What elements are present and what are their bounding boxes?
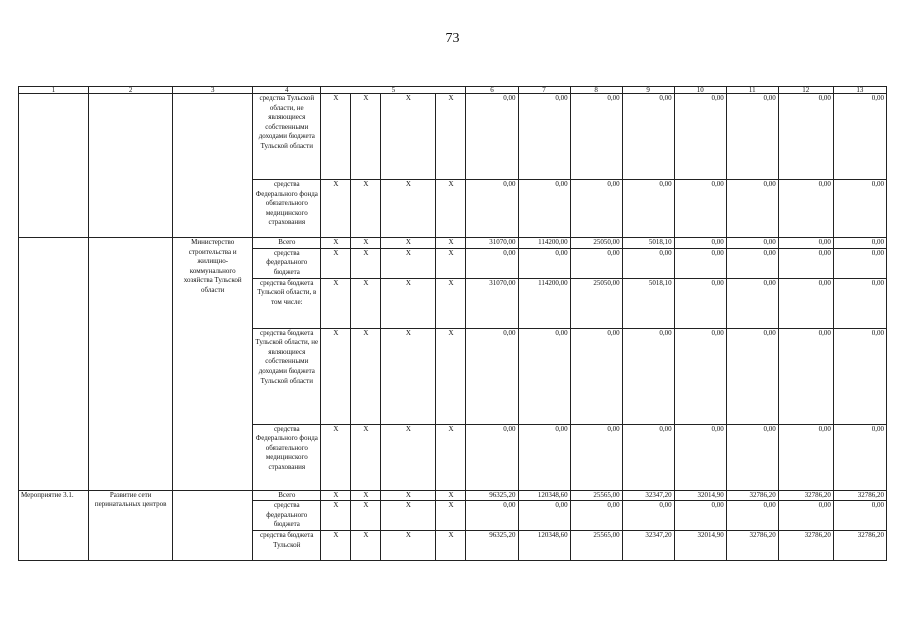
x-mark-cell: X [381, 531, 436, 561]
value-cell: 0,00 [726, 238, 778, 249]
header-cell: 4 [253, 87, 321, 94]
organization-cell: Министерство строительства и жилищно-коммунального хозяйства Тульской области [173, 238, 253, 491]
x-mark-cell: X [381, 248, 436, 278]
value-cell: 0,00 [518, 94, 570, 180]
funding-source-cell: средства Тульской области, не являющиеся собственными доходами бюджета Тульской области [253, 94, 321, 180]
value-cell: 0,00 [570, 248, 622, 278]
value-cell: 0,00 [833, 248, 886, 278]
table-row [19, 238, 887, 249]
value-cell: 0,00 [726, 501, 778, 531]
x-mark-cell: X [436, 531, 466, 561]
funding-source-cell: средства Федерального фонда обязательного медицинского страхования [253, 424, 321, 490]
value-cell: 0,00 [778, 424, 833, 490]
value-cell: 0,00 [518, 180, 570, 238]
value-cell: 0,00 [778, 180, 833, 238]
x-mark-cell: X [351, 328, 381, 424]
value-cell: 0,00 [466, 180, 518, 238]
x-mark-cell: X [436, 180, 466, 238]
header-cell: 9 [622, 87, 674, 94]
value-cell: 0,00 [570, 180, 622, 238]
funding-source-cell: средства федерального бюджета [253, 248, 321, 278]
value-cell: 0,00 [833, 501, 886, 531]
x-mark-cell: X [381, 424, 436, 490]
table-row [19, 490, 887, 501]
funding-source-cell: средства бюджета Тульской области, в том числе: [253, 278, 321, 328]
value-cell: 0,00 [726, 180, 778, 238]
value-cell: 25050,00 [570, 278, 622, 328]
x-mark-cell: X [351, 490, 381, 501]
value-cell: 0,00 [674, 278, 726, 328]
value-cell: 0,00 [726, 94, 778, 180]
value-cell: 0,00 [674, 328, 726, 424]
value-cell: 0,00 [833, 424, 886, 490]
measure-cell [19, 238, 89, 491]
header-cell: 5 [321, 87, 466, 94]
value-cell: 0,00 [518, 424, 570, 490]
x-mark-cell: X [436, 490, 466, 501]
value-cell: 32786,20 [778, 531, 833, 561]
value-cell: 0,00 [622, 424, 674, 490]
measure-cell [19, 94, 89, 238]
value-cell: 0,00 [726, 278, 778, 328]
x-mark-cell: X [321, 501, 351, 531]
value-cell: 0,00 [570, 94, 622, 180]
header-cell: 11 [726, 87, 778, 94]
value-cell: 0,00 [622, 501, 674, 531]
x-mark-cell: X [436, 424, 466, 490]
value-cell: 32786,20 [726, 531, 778, 561]
value-cell: 0,00 [466, 424, 518, 490]
x-mark-cell: X [436, 328, 466, 424]
value-cell: 0,00 [674, 94, 726, 180]
value-cell: 31070,00 [466, 238, 518, 249]
value-cell: 25565,00 [570, 490, 622, 501]
value-cell: 0,00 [466, 501, 518, 531]
x-mark-cell: X [351, 238, 381, 249]
header-row [19, 87, 887, 94]
organization-cell [173, 94, 253, 238]
value-cell: 0,00 [570, 424, 622, 490]
value-cell: 32347,20 [622, 490, 674, 501]
x-mark-cell: X [381, 501, 436, 531]
value-cell: 0,00 [570, 501, 622, 531]
value-cell: 32786,20 [833, 490, 886, 501]
x-mark-cell: X [381, 328, 436, 424]
x-mark-cell: X [321, 248, 351, 278]
organization-cell [173, 490, 253, 561]
header-cell: 12 [778, 87, 833, 94]
value-cell: 0,00 [778, 248, 833, 278]
x-mark-cell: X [351, 248, 381, 278]
value-cell: 0,00 [674, 248, 726, 278]
value-cell: 0,00 [726, 424, 778, 490]
value-cell: 0,00 [518, 248, 570, 278]
value-cell: 0,00 [726, 328, 778, 424]
value-cell: 0,00 [622, 328, 674, 424]
x-mark-cell: X [436, 238, 466, 249]
x-mark-cell: X [321, 490, 351, 501]
x-mark-cell: X [321, 328, 351, 424]
x-mark-cell: X [321, 238, 351, 249]
value-cell: 25050,00 [570, 238, 622, 249]
value-cell: 32014,90 [674, 531, 726, 561]
funding-source-cell: средства бюджета Тульской области, не являющиеся собственными доходами бюджета Тульской области [253, 328, 321, 424]
value-cell: 114200,00 [518, 278, 570, 328]
value-cell: 5018,10 [622, 238, 674, 249]
value-cell: 5018,10 [622, 278, 674, 328]
x-mark-cell: X [321, 180, 351, 238]
value-cell: 31070,00 [466, 278, 518, 328]
value-cell: 0,00 [466, 328, 518, 424]
x-mark-cell: X [351, 501, 381, 531]
funding-source-cell: Всего [253, 490, 321, 501]
header-cell: 3 [173, 87, 253, 94]
value-cell: 0,00 [833, 180, 886, 238]
budget-table [18, 86, 887, 561]
value-cell: 0,00 [726, 248, 778, 278]
funding-source-cell: средства федерального бюджета [253, 501, 321, 531]
x-mark-cell: X [351, 278, 381, 328]
x-mark-cell: X [436, 501, 466, 531]
x-mark-cell: X [381, 94, 436, 180]
header-cell: 8 [570, 87, 622, 94]
x-mark-cell: X [321, 278, 351, 328]
value-cell: 32347,20 [622, 531, 674, 561]
value-cell: 0,00 [570, 328, 622, 424]
value-cell: 25565,00 [570, 531, 622, 561]
x-mark-cell: X [381, 180, 436, 238]
value-cell: 96325,20 [466, 490, 518, 501]
x-mark-cell: X [351, 94, 381, 180]
funding-source-cell: средства Федерального фонда обязательного медицинского страхования [253, 180, 321, 238]
value-cell: 0,00 [674, 238, 726, 249]
header-cell: 13 [833, 87, 886, 94]
value-cell: 0,00 [778, 94, 833, 180]
value-cell: 32786,20 [726, 490, 778, 501]
value-cell: 120348,60 [518, 490, 570, 501]
value-cell: 0,00 [778, 501, 833, 531]
x-mark-cell: X [351, 424, 381, 490]
measure-name-cell [89, 238, 173, 491]
header-cell: 1 [19, 87, 89, 94]
value-cell: 0,00 [622, 248, 674, 278]
value-cell: 0,00 [518, 328, 570, 424]
x-mark-cell: X [351, 180, 381, 238]
value-cell: 114200,00 [518, 238, 570, 249]
value-cell: 32786,20 [778, 490, 833, 501]
value-cell: 0,00 [622, 94, 674, 180]
measure-name-cell: Развитие сети перинатальных центров [89, 490, 173, 561]
x-mark-cell: X [436, 278, 466, 328]
value-cell: 0,00 [778, 328, 833, 424]
funding-source-cell: средства бюджета Тульской [253, 531, 321, 561]
table-row [19, 94, 887, 180]
x-mark-cell: X [381, 278, 436, 328]
value-cell: 0,00 [833, 328, 886, 424]
x-mark-cell: X [436, 94, 466, 180]
value-cell: 32786,20 [833, 531, 886, 561]
x-mark-cell: X [321, 424, 351, 490]
value-cell: 0,00 [778, 278, 833, 328]
measure-cell: Мероприятие 3.1. [19, 490, 89, 561]
value-cell: 120348,60 [518, 531, 570, 561]
measure-name-cell [89, 94, 173, 238]
value-cell: 0,00 [778, 238, 833, 249]
value-cell: 0,00 [833, 94, 886, 180]
funding-source-cell: Всего [253, 238, 321, 249]
value-cell: 0,00 [674, 180, 726, 238]
x-mark-cell: X [381, 238, 436, 249]
header-cell: 7 [518, 87, 570, 94]
header-cell: 10 [674, 87, 726, 94]
header-cell: 2 [89, 87, 173, 94]
value-cell: 0,00 [518, 501, 570, 531]
value-cell: 96325,20 [466, 531, 518, 561]
header-cell: 6 [466, 87, 518, 94]
value-cell: 0,00 [674, 424, 726, 490]
value-cell: 0,00 [833, 278, 886, 328]
value-cell: 0,00 [674, 501, 726, 531]
x-mark-cell: X [321, 94, 351, 180]
value-cell: 0,00 [466, 94, 518, 180]
value-cell: 32014,90 [674, 490, 726, 501]
page-number: 73 [445, 31, 460, 46]
x-mark-cell: X [351, 531, 381, 561]
value-cell: 0,00 [833, 238, 886, 249]
value-cell: 0,00 [622, 180, 674, 238]
value-cell: 0,00 [466, 248, 518, 278]
x-mark-cell: X [321, 531, 351, 561]
x-mark-cell: X [436, 248, 466, 278]
x-mark-cell: X [381, 490, 436, 501]
